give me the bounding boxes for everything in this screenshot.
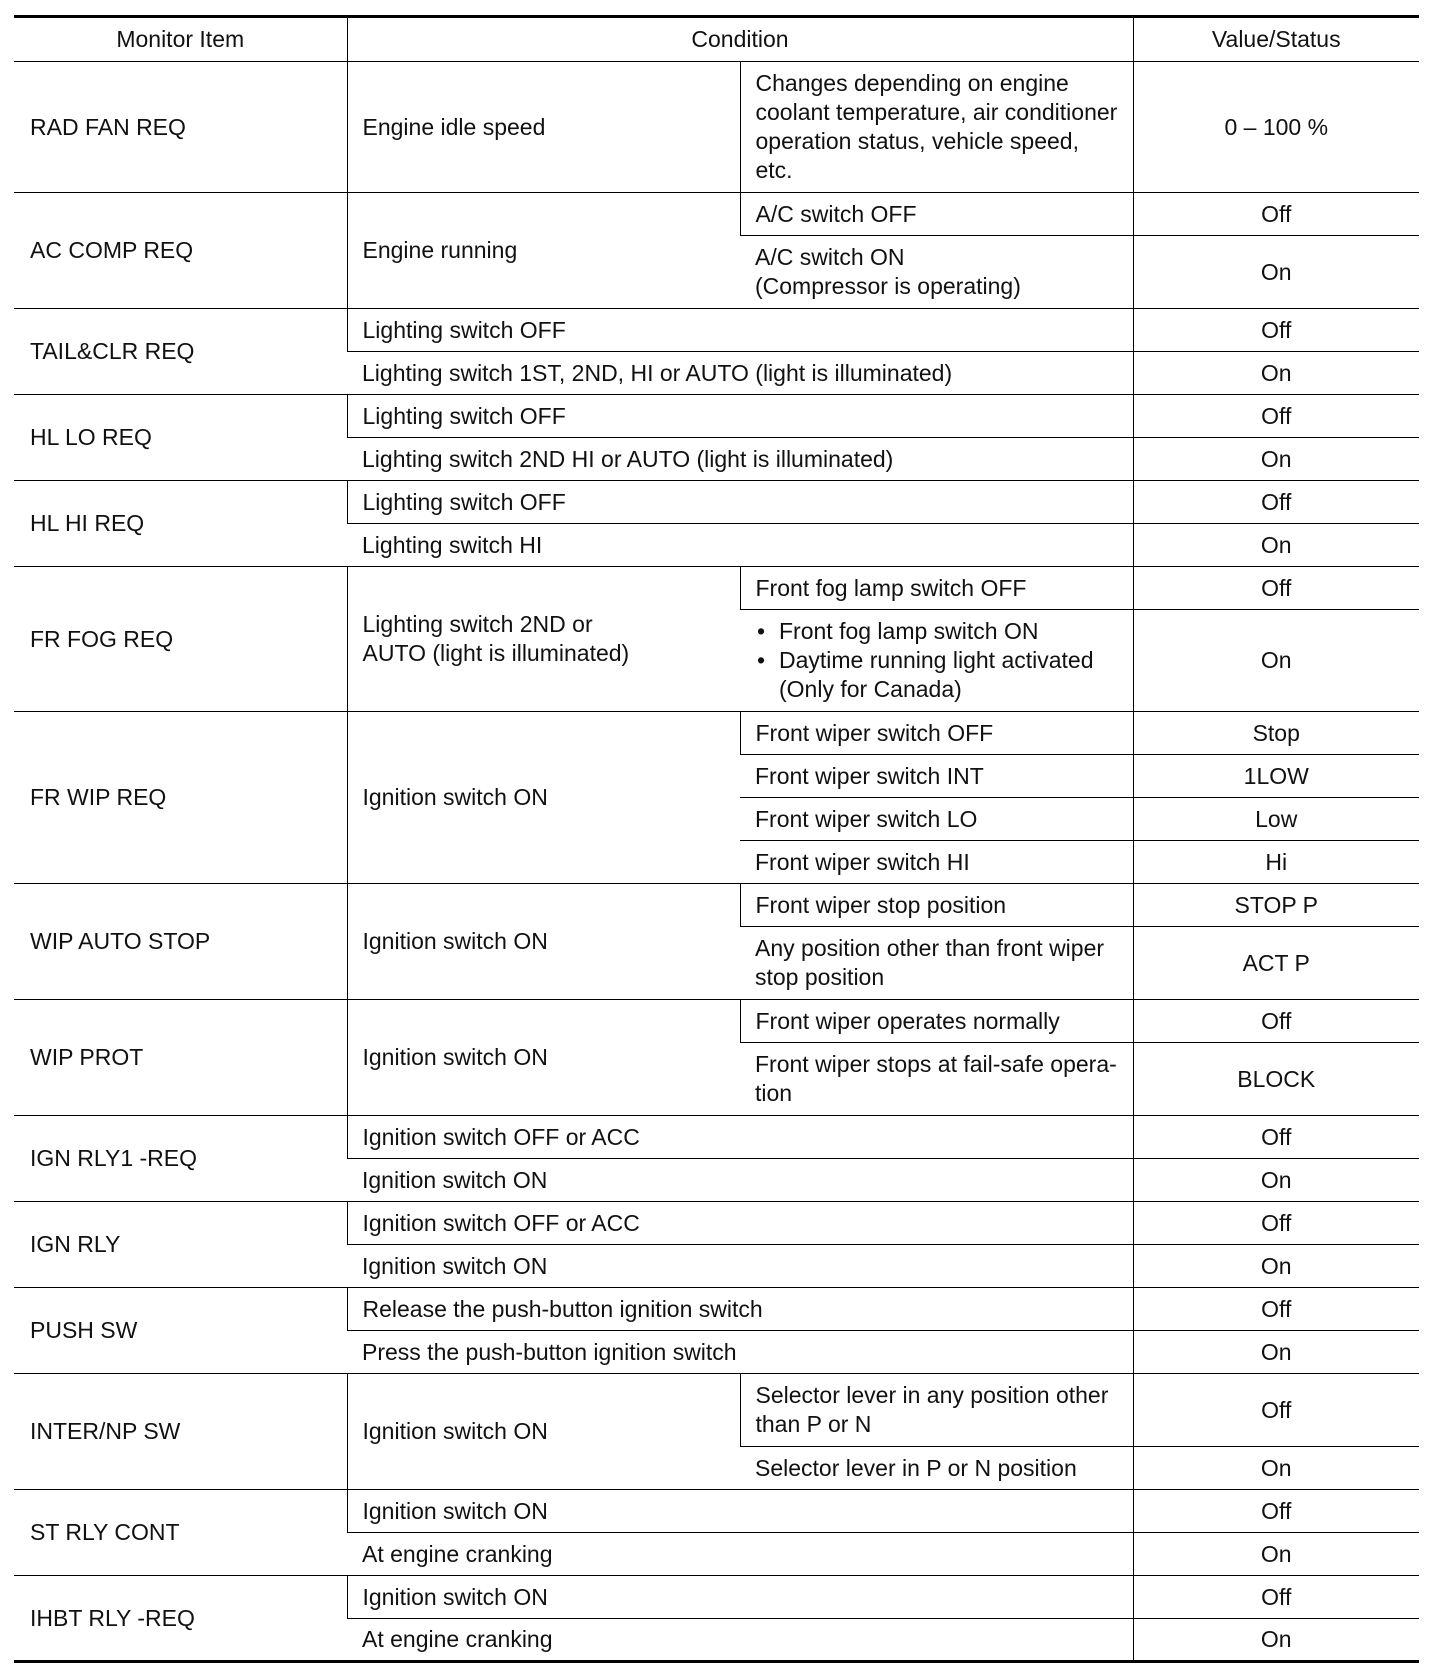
table-row (14, 1288, 1419, 1331)
sub-condition: Front wiper stop position (740, 884, 1133, 927)
header-value-status: Value/Status (1133, 17, 1419, 62)
monitor-item: WIP PROT (14, 1000, 347, 1116)
value-status: Off (1133, 193, 1419, 236)
value-status: On (1133, 1619, 1419, 1662)
value-status: Off (1133, 481, 1419, 524)
value-status: 1LOW (1133, 755, 1419, 798)
value-status: STOP P (1133, 884, 1419, 927)
monitor-item-table (14, 15, 1419, 1663)
condition: Ignition switch OFF or ACC (347, 1202, 1133, 1245)
monitor-item: ST RLY CONT (14, 1490, 347, 1576)
table-row (14, 481, 1419, 524)
monitor-item: AC COMP REQ (14, 193, 347, 309)
value-status: Off (1133, 309, 1419, 352)
table-row (14, 62, 1419, 193)
sub-condition-line: (Compressor is operating) (755, 273, 1021, 299)
sub-condition: Any position other than front wiper stop position (740, 927, 1133, 1000)
table-row (14, 193, 1419, 236)
condition-line: Lighting switch 2ND or (362, 611, 593, 637)
sub-condition-line: tion (755, 1080, 793, 1106)
sub-condition-line: Front wiper stops at fail-safe opera- (755, 1051, 1117, 1077)
value-status: On (1133, 438, 1419, 481)
header-monitor-item: Monitor Item (14, 17, 347, 62)
sub-condition: Front wiper switch HI (740, 841, 1133, 884)
table-row (14, 309, 1419, 352)
monitor-item: HL LO REQ (14, 395, 347, 481)
header-row (14, 17, 1419, 62)
condition: Ignition switch ON (347, 712, 740, 884)
sub-condition-line: A/C switch ON (755, 244, 905, 270)
condition: Press the push-button ignition switch (347, 1331, 1133, 1374)
monitor-item: IGN RLY1 -REQ (14, 1116, 347, 1202)
table-row (14, 1576, 1419, 1619)
value-status: On (1133, 1159, 1419, 1202)
condition: Lighting switch OFF (347, 481, 1133, 524)
value-status: On (1133, 610, 1419, 712)
value-status: Off (1133, 1576, 1419, 1619)
condition: Ignition switch OFF or ACC (347, 1116, 1133, 1159)
value-status: Off (1133, 1288, 1419, 1331)
condition: Ignition switch ON (347, 1490, 1133, 1533)
bullet-line: (Only for Canada) (779, 676, 962, 702)
value-status: Off (1133, 1490, 1419, 1533)
sub-condition: Changes depending on engine coolant temperature, air conditioner operation status, vehicle speed, etc. (740, 62, 1133, 193)
sub-condition (740, 610, 1133, 712)
value-status: Low (1133, 798, 1419, 841)
monitor-item: HL HI REQ (14, 481, 347, 567)
condition: Ignition switch ON (347, 1576, 1133, 1619)
bullet-list (755, 617, 1118, 704)
condition: Release the push-button ignition switch (347, 1288, 1133, 1331)
monitor-item: INTER/NP SW (14, 1374, 347, 1490)
value-status: On (1133, 1331, 1419, 1374)
monitor-item: FR FOG REQ (14, 567, 347, 712)
table-row (14, 712, 1419, 755)
condition: Lighting switch 2ND HI or AUTO (light is illuminated) (347, 438, 1133, 481)
condition: Ignition switch ON (347, 1374, 740, 1490)
sub-condition: Front wiper switch OFF (740, 712, 1133, 755)
table-row (14, 1116, 1419, 1159)
table-row (14, 395, 1419, 438)
value-status: Hi (1133, 841, 1419, 884)
condition: Lighting switch HI (347, 524, 1133, 567)
value-status: On (1133, 352, 1419, 395)
bullet-item: • Front fog lamp switch ON (755, 617, 1118, 646)
sub-condition (740, 236, 1133, 309)
value-status: BLOCK (1133, 1043, 1419, 1116)
table-row (14, 1374, 1419, 1447)
condition: Engine idle speed (347, 62, 740, 193)
condition: At engine cranking (347, 1619, 1133, 1662)
value-status: Off (1133, 395, 1419, 438)
value-status: Off (1133, 1374, 1419, 1447)
monitor-item: FR WIP REQ (14, 712, 347, 884)
sub-condition: Front wiper switch INT (740, 755, 1133, 798)
monitor-item: PUSH SW (14, 1288, 347, 1374)
condition: Ignition switch ON (347, 1159, 1133, 1202)
condition: Engine running (347, 193, 740, 309)
value-status: Stop (1133, 712, 1419, 755)
value-status: Off (1133, 1116, 1419, 1159)
header-condition: Condition (347, 17, 1133, 62)
monitor-item: RAD FAN REQ (14, 62, 347, 193)
monitor-item: IHBT RLY -REQ (14, 1576, 347, 1662)
sub-condition (740, 1043, 1133, 1116)
table-row (14, 1490, 1419, 1533)
sub-condition: Front wiper switch LO (740, 798, 1133, 841)
table-row (14, 884, 1419, 927)
value-status: On (1133, 1447, 1419, 1490)
condition: Lighting switch OFF (347, 395, 1133, 438)
value-status: 0 – 100 % (1133, 62, 1419, 193)
value-status: Off (1133, 1000, 1419, 1043)
monitor-item: TAIL&CLR REQ (14, 309, 347, 395)
value-status: On (1133, 1533, 1419, 1576)
condition: Ignition switch ON (347, 1245, 1133, 1288)
condition: Ignition switch ON (347, 1000, 740, 1116)
value-status: On (1133, 524, 1419, 567)
value-status: ACT P (1133, 927, 1419, 1000)
sub-condition: Selector lever in P or N position (740, 1447, 1133, 1490)
value-status: On (1133, 1245, 1419, 1288)
bullet-item (755, 646, 1118, 704)
value-status: On (1133, 236, 1419, 309)
table-row (14, 1000, 1419, 1043)
value-status: Off (1133, 567, 1419, 610)
bullet-line: • Daytime running light activated (779, 647, 1094, 673)
condition: Lighting switch OFF (347, 309, 1133, 352)
sub-condition: Front fog lamp switch OFF (740, 567, 1133, 610)
table-row (14, 1202, 1419, 1245)
monitor-item: WIP AUTO STOP (14, 884, 347, 1000)
sub-condition: Front wiper operates normally (740, 1000, 1133, 1043)
monitor-item: IGN RLY (14, 1202, 347, 1288)
condition: Lighting switch 1ST, 2ND, HI or AUTO (light is illuminated) (347, 352, 1133, 395)
condition (347, 567, 740, 712)
condition: At engine cranking (347, 1533, 1133, 1576)
condition: Ignition switch ON (347, 884, 740, 1000)
value-status: Off (1133, 1202, 1419, 1245)
sub-condition: A/C switch OFF (740, 193, 1133, 236)
condition-line: AUTO (light is illuminated) (362, 640, 630, 666)
sub-condition: Selector lever in any position other than P or N (740, 1374, 1133, 1447)
table-row (14, 567, 1419, 610)
